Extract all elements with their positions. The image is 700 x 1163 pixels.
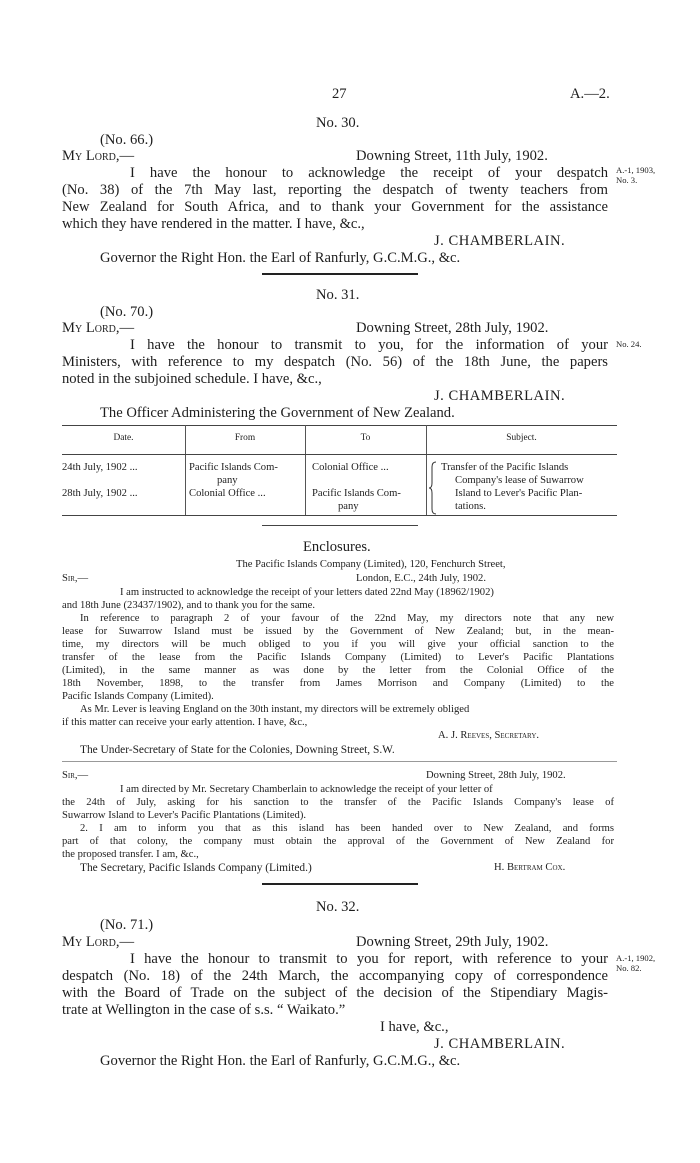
despatch-number: (No. 66.) <box>100 132 154 148</box>
signature: A. J. Reeves, Secretary. <box>438 730 540 741</box>
section-divider <box>262 273 418 275</box>
body-line: 18th November, 1898, to the transfer from James Morrison and Company (Limited) to the <box>62 678 614 689</box>
letter-divider <box>62 761 617 762</box>
table-rule-bottom <box>62 515 617 516</box>
body-line: the 24th of July, asking for his sanction to the transfer of the Pacific Islands Company's lease of <box>62 797 614 808</box>
body-line: I have the honour to transmit to you for report, with reference to your <box>130 951 608 967</box>
table-cell-from: Colonial Office ... <box>189 488 266 499</box>
body-line: which they have rendered in the matter. I have, &c., <box>62 216 365 232</box>
table-rule-top <box>62 425 617 426</box>
table-cell-subject: Transfer of the Pacific Islands Company's lease of Suwarrow Island to Lever's Pacific Plan- tations. <box>441 462 584 512</box>
body-line: part of that colony, the company must obtain the approval of the Government of New Zealand for <box>62 836 614 847</box>
page-number: 27 <box>332 86 347 102</box>
signature: H. Bertram Cox. <box>494 862 566 873</box>
signature: J. CHAMBERLAIN. <box>434 388 566 404</box>
place-date: Downing Street, 28th July, 1902. <box>356 320 549 336</box>
addressee: The Officer Administering the Government of New Zealand. <box>100 405 455 421</box>
body-line: (No. 38) of the 7th May last, reporting the despatch of twenty teachers from <box>62 182 608 198</box>
document-reference: A.—2. <box>570 86 610 102</box>
body-line: I have the honour to transmit to you, for the information of your <box>130 337 608 353</box>
body-line: I am directed by Mr. Secretary Chamberlain to acknowledge the receipt of your letter of <box>120 784 493 795</box>
despatch-number: (No. 71.) <box>100 917 154 933</box>
addressee: The Secretary, Pacific Islands Company (Limited.) <box>80 862 312 874</box>
table-cell-date: 24th July, 1902 ... <box>62 462 138 473</box>
brace-icon <box>429 461 439 515</box>
despatch-number: (No. 70.) <box>100 304 154 320</box>
body-line: As Mr. Lever is leaving England on the 30th instant, my directors will be extremely obliged <box>80 704 470 715</box>
body-line: trate at Wellington in the case of s.s. “ Waikato.” <box>62 1002 346 1018</box>
section-heading-no30: No. 30. <box>316 115 360 131</box>
table-header-date: Date. <box>113 433 134 443</box>
body-line: (Limited), in the same manner as was done by the letter from the Colonial Office of the <box>62 665 614 676</box>
body-line: despatch (No. 18) of the 24th March, the accompanying copy of correspondence <box>62 968 608 984</box>
section-heading-no31: No. 31. <box>316 287 360 303</box>
body-line: Suwarrow Island to Lever's Pacific Plantations (Limited). <box>62 810 307 821</box>
body-line: if this matter can receive your early attention. I have, &c., <box>62 717 308 728</box>
table-header-from: From <box>234 433 256 443</box>
addressee: Governor the Right Hon. the Earl of Ranfurly, G.C.M.G., &c. <box>100 250 461 266</box>
place-date: Downing Street, 11th July, 1902. <box>356 148 548 164</box>
table-cell-to: Colonial Office ... <box>312 462 389 473</box>
salutation: My Lord,— <box>62 934 135 950</box>
signature: J. CHAMBERLAIN. <box>434 1036 566 1052</box>
sender-address: The Pacific Islands Company (Limited), 120, Fenchurch Street, <box>236 559 506 570</box>
signature: J. CHAMBERLAIN. <box>434 233 566 249</box>
margin-reference: No. 24. <box>616 339 642 349</box>
table-rule-header <box>62 454 617 455</box>
body-line: and 18th June (23437/1902), and to thank you for the same. <box>62 600 316 611</box>
body-line: Pacific Islands Company (Limited). <box>62 691 214 702</box>
section-divider <box>262 883 418 885</box>
table-header-to: To <box>360 433 371 443</box>
body-line: transfer of the lease from the Pacific Islands Company (Limited) to Lever's Pacific Plantations <box>62 652 614 663</box>
body-line: New Zealand for South Africa, and to thank your Government for the assistance <box>62 199 608 215</box>
place-date: Downing Street, 28th July, 1902. <box>426 770 566 781</box>
body-line: lease for Suwarrow Island must be issued by the Government of New Zealand; but, in the mean- <box>62 626 614 637</box>
salutation: Sir,— <box>62 573 89 584</box>
salutation: My Lord,— <box>62 320 135 336</box>
body-line: Ministers, with reference to my despatch (No. 56) of the 18th June, the papers <box>62 354 608 370</box>
body-line: I am instructed to acknowledge the receipt of your letters dated 22nd May (18962/1902) <box>120 587 494 598</box>
table-cell-to: Pacific Islands Com- pany <box>312 488 401 512</box>
place-date: London, E.C., 24th July, 1902. <box>356 573 486 584</box>
margin-reference: A.-1, 1902, No. 82. <box>616 953 656 973</box>
body-line: the proposed transfer. I am, &c., <box>62 849 199 860</box>
table-header-subject: Subject. <box>506 433 537 443</box>
enclosures-heading: Enclosures. <box>303 539 371 555</box>
addressee: The Under-Secretary of State for the Colonies, Downing Street, S.W. <box>80 744 395 756</box>
addressee: Governor the Right Hon. the Earl of Ranfurly, G.C.M.G., &c. <box>100 1053 461 1069</box>
closing: I have, &c., <box>380 1019 449 1035</box>
body-line: noted in the subjoined schedule. I have, &c., <box>62 371 322 387</box>
body-line: time, my directors will be much obliged to you if you will give your official sanction to the <box>62 639 614 650</box>
body-line: I have the honour to acknowledge the receipt of your despatch <box>130 165 608 181</box>
section-heading-no32: No. 32. <box>316 899 360 915</box>
table-cell-from: Pacific Islands Com- pany <box>189 462 278 486</box>
salutation: Sir,— <box>62 770 89 781</box>
body-line: 2. I am to inform you that as this island has been handed over to New Zealand, and forms <box>80 823 614 834</box>
table-cell-date: 28th July, 1902 ... <box>62 488 138 499</box>
section-divider <box>262 525 418 526</box>
place-date: Downing Street, 29th July, 1902. <box>356 934 549 950</box>
body-line: In reference to paragraph 2 of your favour of the 22nd May, my directors note that any new <box>80 613 614 624</box>
margin-reference: A.-1, 1903, No. 3. <box>616 165 656 185</box>
salutation: My Lord,— <box>62 148 135 164</box>
body-line: with the Board of Trade on the subject of the decision of the Stipendiary Magis- <box>62 985 608 1001</box>
